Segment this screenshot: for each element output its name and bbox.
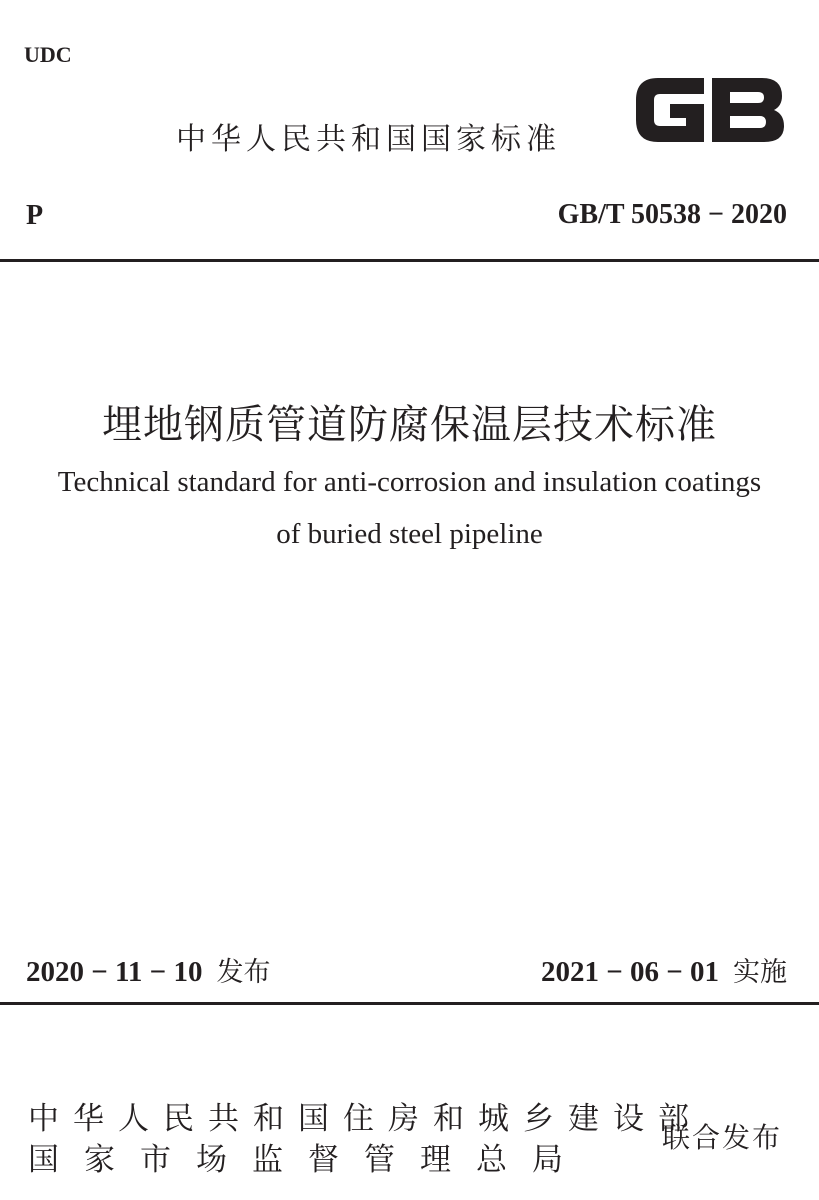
title-english-line2: of buried steel pipeline	[276, 518, 543, 550]
udc-label: UDC	[24, 42, 72, 67]
issuer-line2: 国家市场监督管理总局	[28, 1142, 588, 1178]
category-code: P	[26, 200, 44, 231]
implement-date-block	[541, 950, 787, 989]
issuer-line1: 中华人民共和国住房和城乡建设部	[28, 1101, 703, 1137]
publish-date-block	[26, 950, 270, 989]
national-standard-title: 中华人民共和国国家标准	[176, 122, 561, 157]
title-chinese: 埋地钢质管道防腐保温层技术标准	[102, 402, 717, 448]
gb-logo-icon	[630, 70, 788, 150]
implement-date: 2021 − 06 − 01	[540, 956, 719, 988]
standard-number: GB/T 50538 − 2020	[557, 199, 787, 230]
title-english-line1: Technical standard for anti-corrosion and insulation coatings	[57, 466, 762, 498]
joint-issue-label: 联合发布	[662, 1121, 783, 1154]
publish-date: 2020 − 11 − 10	[26, 956, 203, 988]
implement-label: 实施	[733, 957, 787, 988]
top-divider	[0, 259, 819, 262]
bottom-divider	[0, 1002, 819, 1005]
publish-label: 发布	[216, 957, 271, 988]
